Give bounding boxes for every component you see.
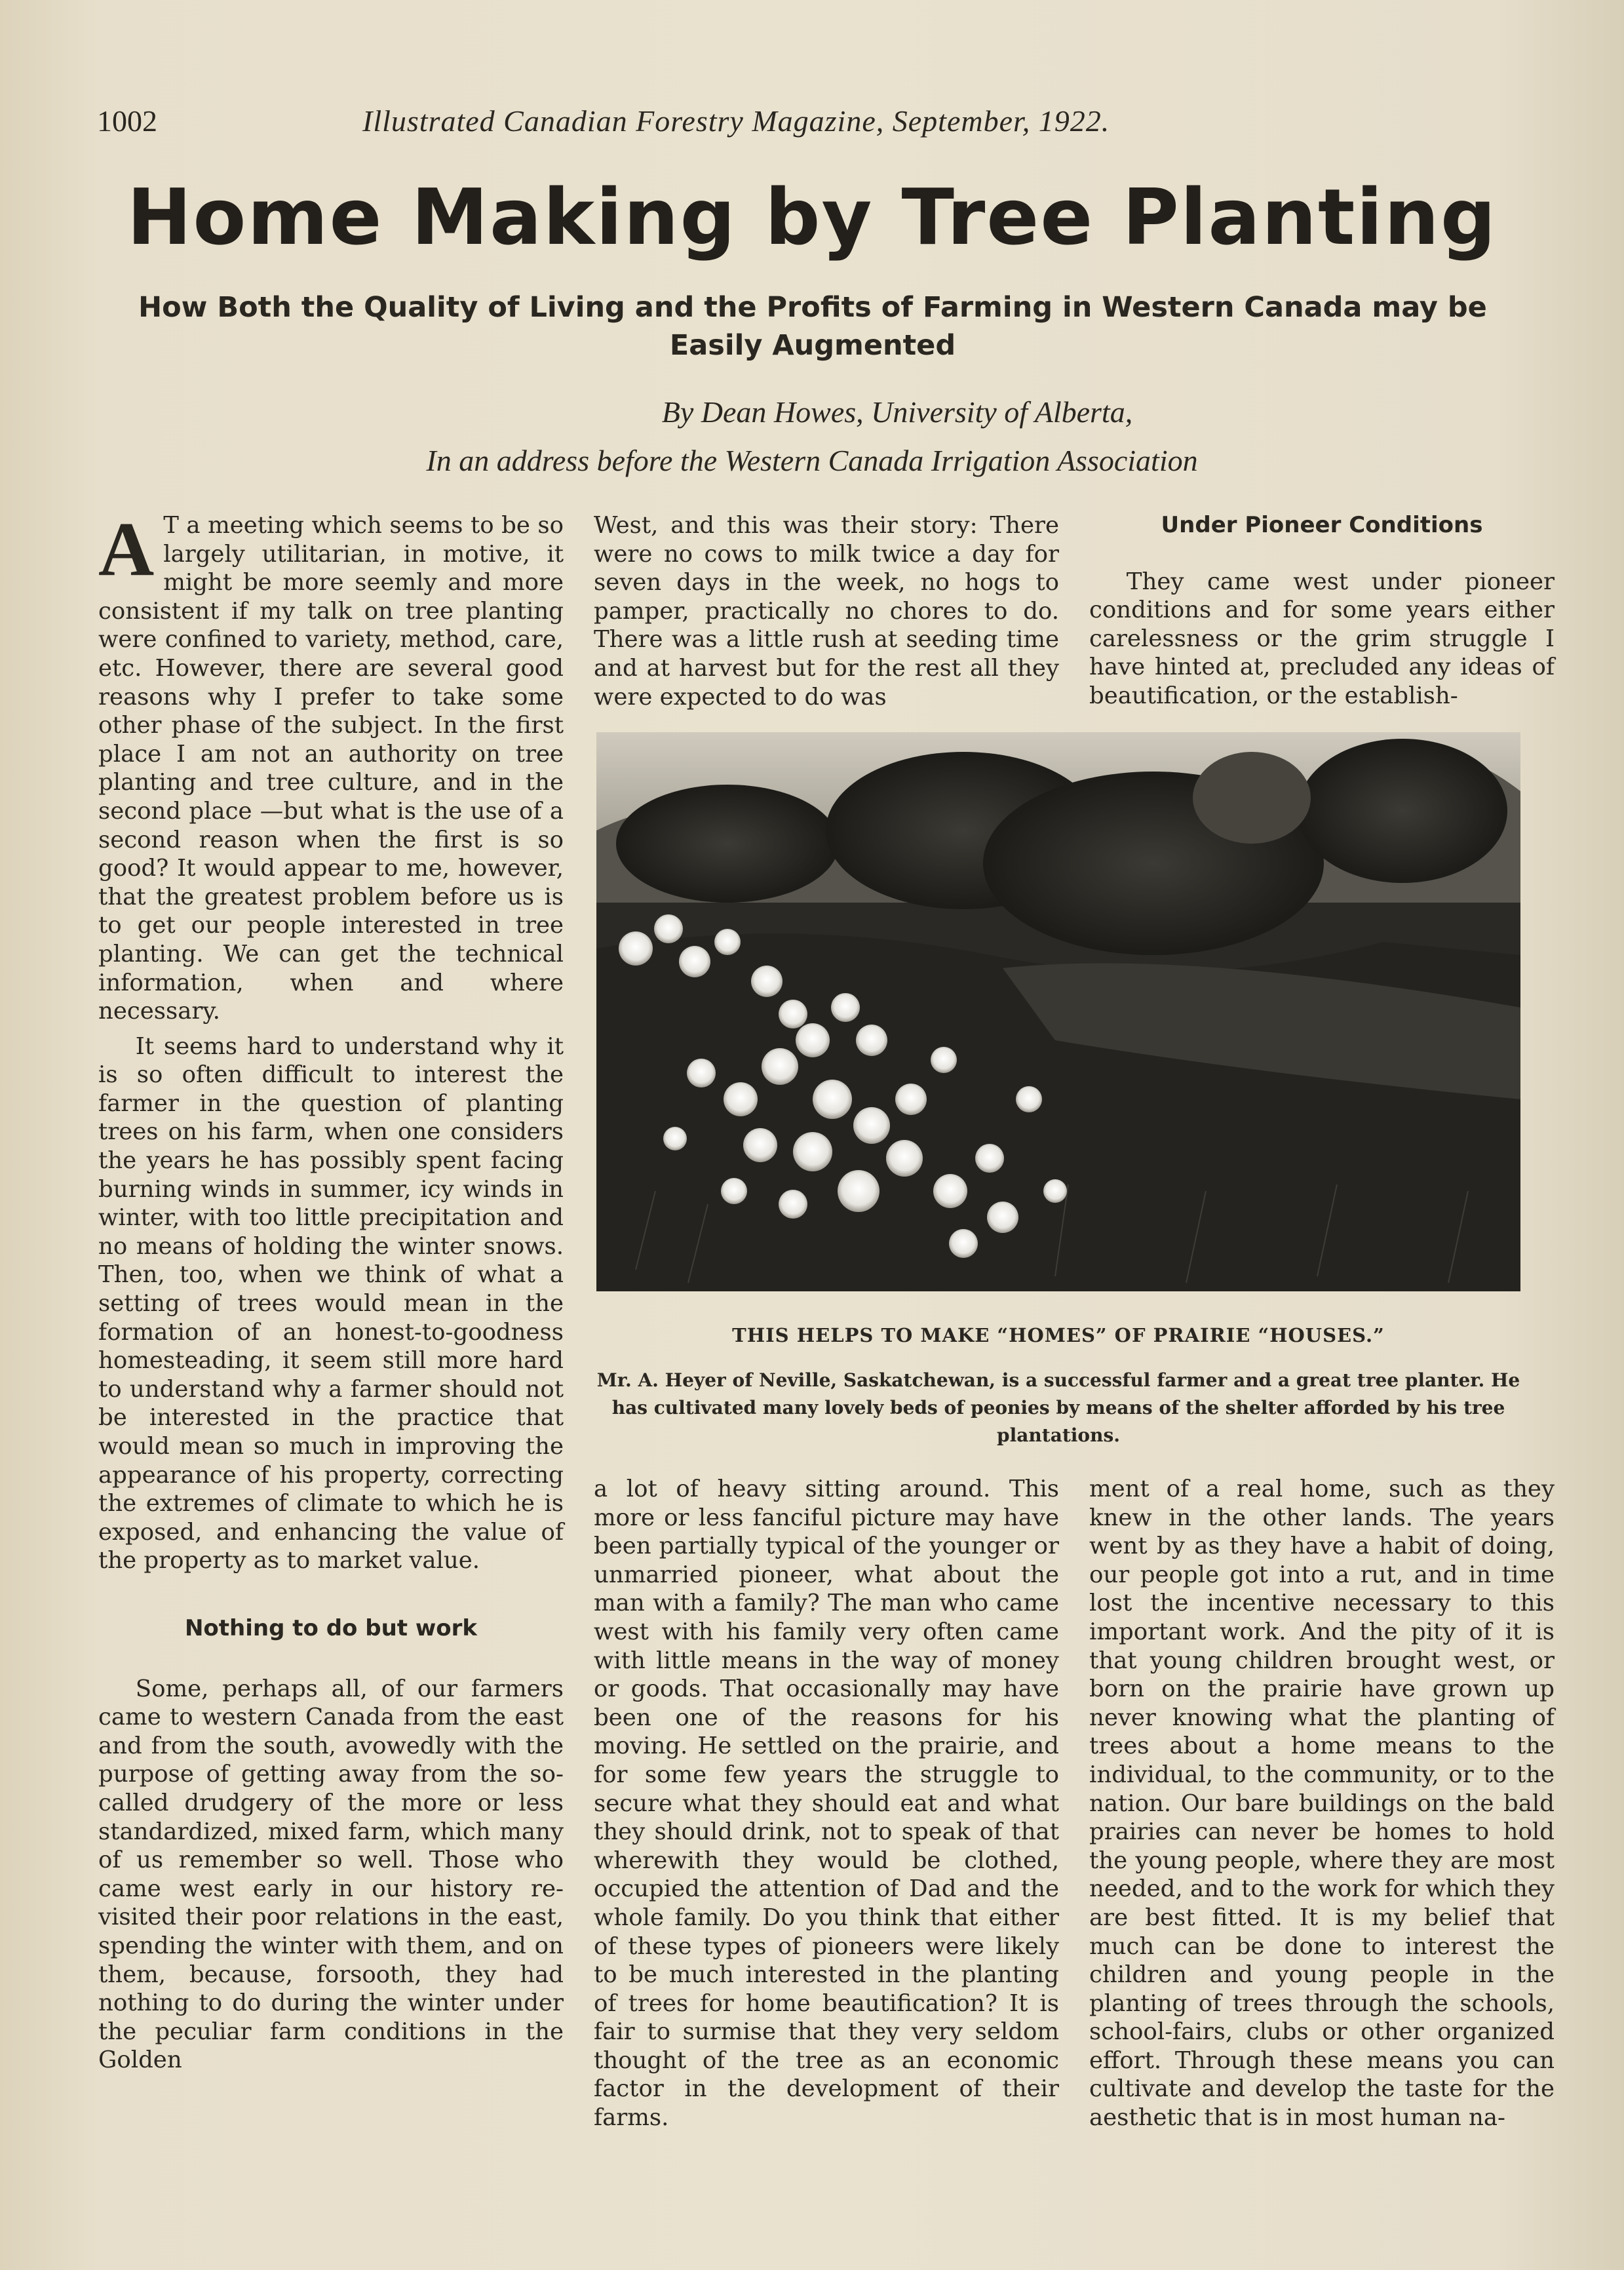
paragraph-intro — [98, 506, 564, 1026]
section-heading-pioneer-conditions: Under Pioneer Conditions — [1161, 512, 1483, 538]
figure-caption-title: THIS HELPS TO MAKE “HOMES” OF PRAIRIE “HOUSES.” — [732, 1324, 1385, 1346]
drop-cap: A — [98, 506, 155, 592]
peony-garden-photo — [596, 732, 1520, 1291]
article-subtitle: How Both the Quality of Living and the Profits of Farming in Western Canada may be Easily Augmented — [138, 291, 1487, 362]
column-1 — [98, 506, 564, 2075]
magazine-title: Illustrated Canadian Forestry Magazine, September, 1922. — [362, 104, 1110, 138]
article-title: Home Making by Tree Planting — [126, 172, 1498, 262]
paragraph: It seems hard to understand why it is so often difficult to interest the farmer in the question of planting trees on his farm, when one considers the years he has possibly spent facing burning winds in summer, icy winds in winter, with too little precipitation and no means of holding the winter snows. Then, too, when we think of what a setting of trees would mean in the formation of an honest-to-goodness homesteading, it seem still more hard to understand why a farmer should not be interested in the practice that would mean so much in improving the appearance of his property, correcting the extremes of climate to which he is exposed, and enhancing the value of the property as to market value. — [98, 1032, 564, 1575]
column-3-bottom — [1089, 1475, 1555, 2132]
paragraph: Some, perhaps all, of our farmers came to western Canada from the east and from the south, avowedly with the purpose of getting away from the so-called drudgery of the more or less standardized, mixed farm, which many of us remember so well. Those who came west early in our history re-visited their poor relations in the east, spending the winter with them, and on them, because, forsooth, they had nothing to do during the winter under the peculiar farm conditions in the Golden — [98, 1675, 564, 2074]
column-2-bottom — [594, 1475, 1059, 2132]
page-number: 1002 — [97, 104, 157, 138]
paragraph: West, and this was their story: There were no cows to milk twice a day for seven days in the week, no hogs to pamper, practically no chores to do. There was a little rush at seeding time and at harvest but for the rest all they were expected to do was — [594, 512, 1059, 711]
figure-caption-body: Mr. A. Heyer of Neville, Saskatchewan, is a successful farmer and a great tree planter. He has cultivated many lovely beds of peonies by means of the shelter afforded by his tree plantations. — [596, 1369, 1520, 1446]
photo-illustration — [596, 732, 1520, 1291]
column-3-top — [1089, 511, 1555, 711]
paragraph: They came west under pioneer conditions and for some years either carelessness or the grim struggle I have hinted at, precluded any ideas of beautification, or the establish- — [1089, 568, 1555, 709]
paragraph: ment of a real home, such as they knew in the other lands. The years went by as they have a habit of doing, our people got into a rut, and in time lost the incentive necessary to this important work. And the pity of it is that young children brought west, or born on the prairie have grown up never knowing what the planting of trees about a home means to the individual, to the community, or to the nation. Our bare buildings on the bald prairies can never be homes to hold the young people, where they are most needed, and to the work for which they are best fitted. It is my belief that much can be done to interest the children and young people in the planting of trees through the schools, school-fairs, clubs or other organized effort. Through these means you can cultivate and develop the taste for the aesthetic that is in most human na- — [1089, 1476, 1555, 2132]
byline: By Dean Howes, University of Alberta, — [661, 395, 1133, 429]
paragraph-intro-text: T a meeting which seems to be so largely utilitarian, in motive, it might be more seemly and more consistent if my talk on tree planting were confined to variety, method, care, etc. However, there are several good reasons why I prefer to take some other phase of the subject. In the first place I am not an authority on tree planting and tree culture, and in the second place —but what is the use of a second reason when the first is so good? It would appear to me, however, that the greatest problem before us is to get our people interested in tree planting. We can get the technical information, when and where necessary. — [98, 512, 564, 1025]
running-header — [97, 104, 1527, 149]
paragraph: a lot of heavy sitting around. This more or less fanciful picture may have been partially typical of the younger or unmarried pioneer, what about the man with a family? The man who came west with his family very often came with little means in the way of money or goods. That occasionally may have been one of the reasons for his moving. He settled on the prairie, and for some few years the struggle to secure what they should eat and what they should drink, not to speak of that wherewith they would be clothed, occupied the attention of Dad and the whole family. Do you think that either of these types of pioneers were likely to be much interested in the planting of trees for home beautification? It is fair to surmise that they very seldom thought of the tree as an economic factor in the development of their farms. — [594, 1476, 1059, 2132]
column-2-top — [594, 511, 1059, 711]
section-heading-nothing-to-do: Nothing to do but work — [184, 1614, 478, 1641]
byline-context: In an address before the Western Canada Irrigation Association — [426, 444, 1198, 477]
